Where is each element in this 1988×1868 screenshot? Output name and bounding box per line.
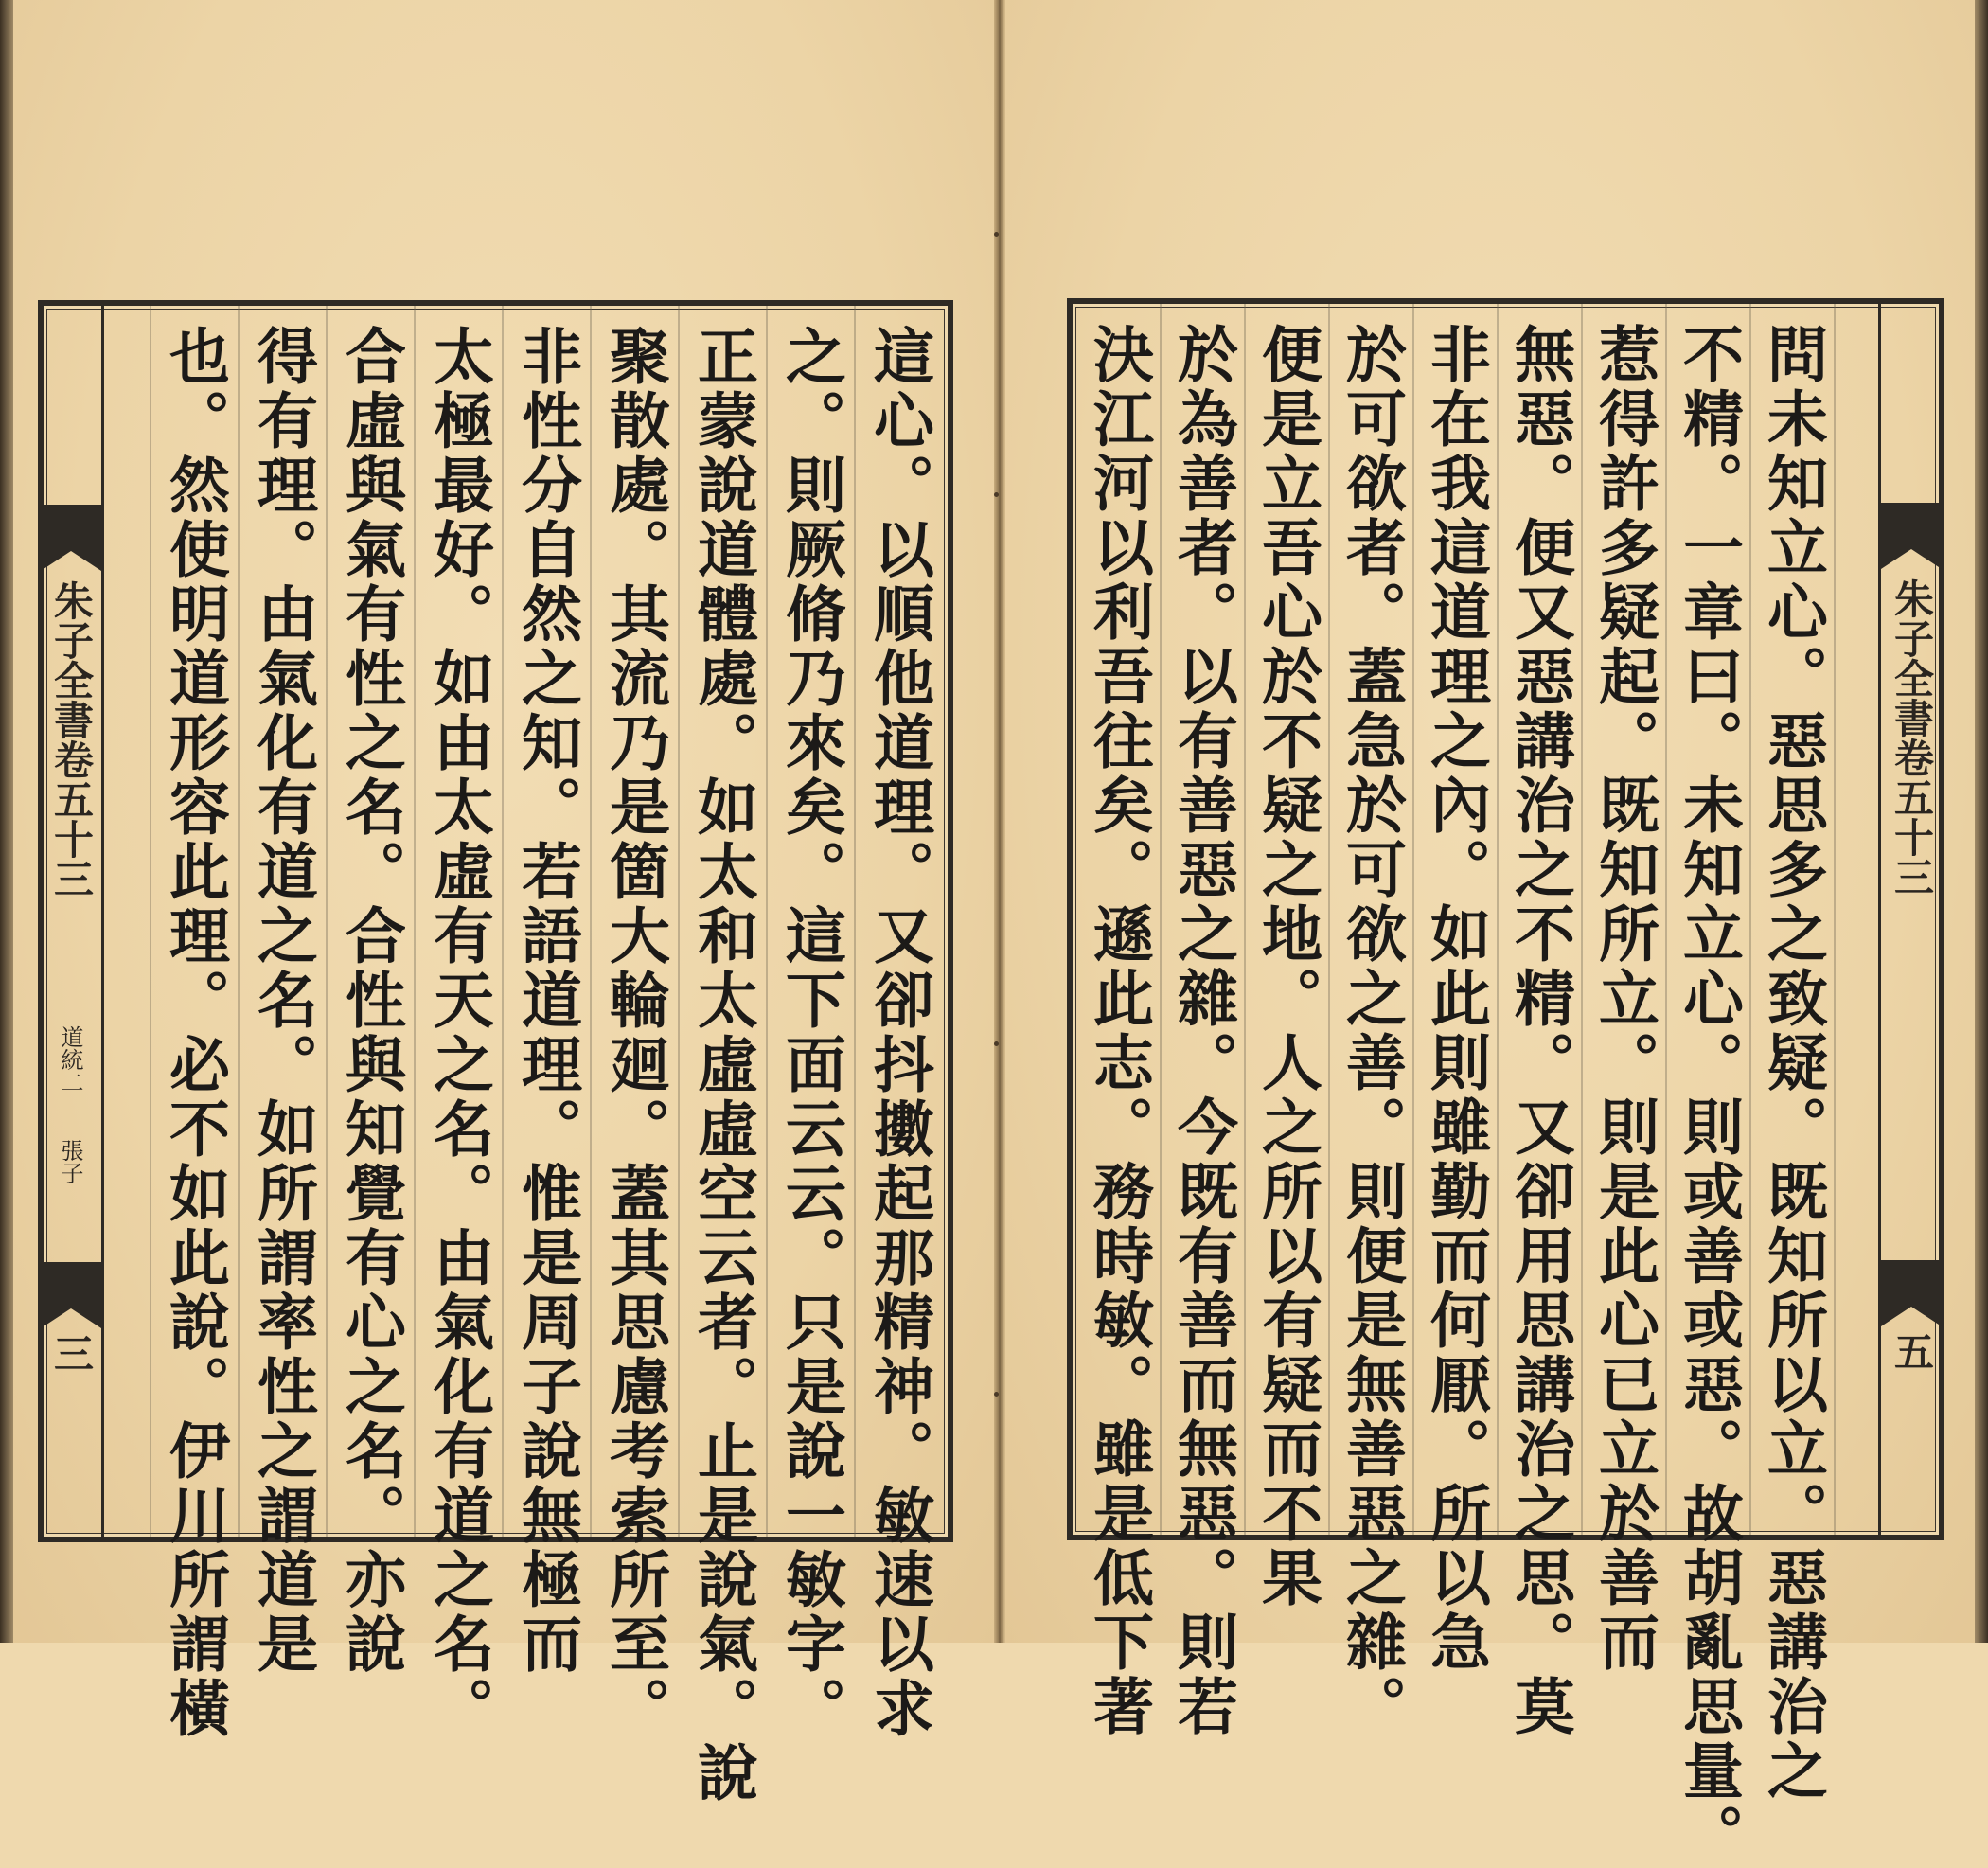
text-column: 聚散處。其流乃是箇大輪廻。蓋其思慮考索所至。 (599, 325, 670, 1741)
text-column: 於為善者。以有善惡之雜。今既有善而無惡。則若 (1167, 323, 1238, 1739)
binding-stitch (994, 1392, 999, 1397)
text-column: 得有理。由氣化有道之名。如所謂率性之謂道是 (247, 325, 318, 1677)
banxin-note: 張子 (57, 1139, 83, 1184)
fish-tail-mark (1881, 1260, 1942, 1326)
banxin-title: 朱子全書卷五十三 (48, 580, 95, 898)
text-column: 也。然使明道形容此理。必不如此說。伊川所謂橫 (159, 325, 230, 1741)
binding-stitch (994, 232, 999, 237)
fish-tail-mark (41, 505, 101, 571)
text-column: 這心。以順他道理。又卻抖擻起那精神。敏速以求 (863, 325, 934, 1741)
fish-tail-mark (1881, 503, 1942, 569)
text-column: 合虛與氣有性之名。合性與知覺有心之名。亦說 (335, 325, 406, 1677)
left-text-frame (38, 300, 953, 1806)
banxin-page-number: 三 (48, 1333, 95, 1373)
text-column: 於可欲者。蓋急於可欲之善。則便是無善惡之雜。 (1336, 323, 1407, 1739)
text-column: 決江河以利吾往矣。遜此志。務時敏。雖是低下著 (1083, 323, 1154, 1739)
left-cover-edge (0, 0, 13, 1643)
right-text-frame (1067, 298, 1944, 1868)
text-column: 太極最好。如由太虛有天之名。由氣化有道之名。 (423, 325, 494, 1741)
binding-stitch (994, 1041, 999, 1046)
banxin-page-number: 五 (1889, 1331, 1935, 1371)
banxin-title: 朱子全書卷五十三 (1889, 578, 1935, 897)
text-column: 惹得許多疑起。既知所立。則是此心已立於善而 (1589, 323, 1660, 1675)
right-banxin (1878, 304, 1944, 1535)
text-column: 無惡。便又惡講治之不精。又卻用思講治之思。莫 (1504, 323, 1575, 1739)
text-column: 便是立吾心於不疑之地。人之所以有疑而不果 (1251, 323, 1322, 1610)
right-cover-edge (1975, 0, 1988, 1643)
banxin-subtitle: 道統二 (57, 1025, 83, 1094)
text-column: 之。則厥脩乃來矣。這下面云云。只是說一敏字。 (775, 325, 846, 1741)
text-column: 非性分自然之知。若語道理。惟是周子說無極而 (511, 325, 582, 1677)
text-column: 不精。一章曰。未知立心。則或善或惡。故胡亂思量。 (1673, 323, 1744, 1868)
text-column: 問未知立心。惡思多之致疑。既知所以立。惡講治之 (1757, 323, 1828, 1804)
text-column: 正蒙說道體處。如太和太虛虛空云者。止是說氣。說 (687, 325, 758, 1806)
fish-tail-mark (41, 1262, 101, 1328)
binding-stitch (994, 492, 999, 497)
text-column: 非在我這道理之內。如此則雖勤而何厭。所以急 (1420, 323, 1491, 1675)
left-banxin (38, 306, 104, 1537)
